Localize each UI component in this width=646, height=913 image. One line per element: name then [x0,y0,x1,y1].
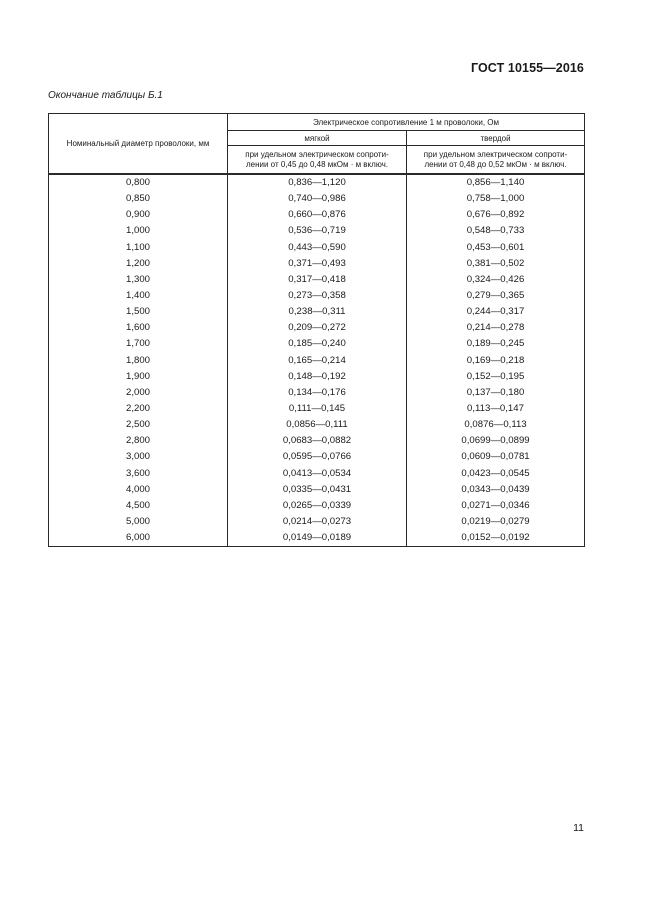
cell-resistance-soft: 0,0335—0,0431 [228,482,407,498]
cell-diameter: 1,600 [49,320,228,336]
cell-diameter: 1,800 [49,353,228,369]
cell-resistance-soft: 0,0856—0,111 [228,417,407,433]
page-number: 11 [573,822,584,834]
cell-resistance-soft: 0,740—0,986 [228,191,407,207]
cell-diameter: 2,200 [49,401,228,417]
cell-resistance-hard: 0,152—0,195 [407,369,585,385]
header-resistance-group: Электрическое сопротивление 1 м проволоки, Ом [228,114,585,131]
cell-resistance-hard: 0,453—0,601 [407,240,585,256]
cell-resistance-hard: 0,758—1,000 [407,191,585,207]
cell-resistance-soft: 0,209—0,272 [228,320,407,336]
cell-resistance-hard: 0,0152—0,0192 [407,530,585,547]
cell-resistance-hard: 0,169—0,218 [407,353,585,369]
table-row [49,174,585,191]
cell-resistance-soft: 0,238—0,311 [228,304,407,320]
cell-resistance-soft: 0,273—0,358 [228,288,407,304]
cell-resistance-hard: 0,676—0,892 [407,207,585,223]
cell-resistance-soft: 0,660—0,876 [228,207,407,223]
cell-diameter: 1,500 [49,304,228,320]
table-row [49,207,585,223]
table-caption: Окончание таблицы Б.1 [48,90,163,101]
cell-resistance-hard: 0,137—0,180 [407,385,585,401]
header-diameter: Номинальный диаметр проволоки, мм [49,114,228,175]
table-row [49,272,585,288]
table-header [49,114,585,175]
cell-resistance-soft: 0,0413—0,0534 [228,466,407,482]
table-row [49,240,585,256]
header-soft-condition: при удельном электрическом сопроти- лении от 0,45 до 0,48 мкОм · м включ. [228,146,407,175]
cell-resistance-hard: 0,189—0,245 [407,336,585,352]
cell-resistance-hard: 0,324—0,426 [407,272,585,288]
cell-resistance-hard: 0,0699—0,0899 [407,433,585,449]
cell-diameter: 6,000 [49,530,228,547]
cell-resistance-hard: 0,0423—0,0545 [407,466,585,482]
cell-resistance-hard: 0,279—0,365 [407,288,585,304]
table-row [49,385,585,401]
document-code: ГОСТ 10155—2016 [470,61,584,75]
table-row [49,369,585,385]
cell-resistance-hard: 0,0876—0,113 [407,417,585,433]
cell-diameter: 4,000 [49,482,228,498]
table-row [49,320,585,336]
cell-diameter: 3,600 [49,466,228,482]
cell-diameter: 2,000 [49,385,228,401]
cell-diameter: 2,800 [49,433,228,449]
table-row [49,498,585,514]
table-row [49,482,585,498]
cell-resistance-soft: 0,0683—0,0882 [228,433,407,449]
table-body [49,174,585,547]
cell-resistance-soft: 0,536—0,719 [228,223,407,239]
cell-diameter: 5,000 [49,514,228,530]
cell-diameter: 1,700 [49,336,228,352]
cell-resistance-hard: 0,0219—0,0279 [407,514,585,530]
cell-resistance-hard: 0,0343—0,0439 [407,482,585,498]
resistance-table [48,113,585,547]
cell-diameter: 2,500 [49,417,228,433]
cell-resistance-soft: 0,134—0,176 [228,385,407,401]
cell-resistance-hard: 0,244—0,317 [407,304,585,320]
cell-diameter: 1,000 [49,223,228,239]
cell-diameter: 4,500 [49,498,228,514]
table-row [49,417,585,433]
cell-resistance-hard: 0,0271—0,0346 [407,498,585,514]
cell-diameter: 1,900 [49,369,228,385]
cell-resistance-soft: 0,0595—0,0766 [228,449,407,465]
table-row [49,223,585,239]
cell-resistance-hard: 0,214—0,278 [407,320,585,336]
cell-resistance-soft: 0,165—0,214 [228,353,407,369]
table-row [49,530,585,547]
table-row [49,353,585,369]
header-hard: твердой [407,131,585,146]
table-row [49,191,585,207]
table-row [49,449,585,465]
cell-resistance-hard: 0,548—0,733 [407,223,585,239]
header-hard-condition: при удельном электрическом сопроти- лении от 0,48 до 0,52 мкОм · м включ. [407,146,585,175]
cell-diameter: 1,400 [49,288,228,304]
cell-diameter: 0,900 [49,207,228,223]
cell-resistance-hard: 0,0609—0,0781 [407,449,585,465]
table-row [49,304,585,320]
cell-resistance-soft: 0,111—0,145 [228,401,407,417]
header-soft: мягкой [228,131,407,146]
cell-diameter: 3,000 [49,449,228,465]
cell-resistance-soft: 0,0149—0,0189 [228,530,407,547]
cell-resistance-soft: 0,0265—0,0339 [228,498,407,514]
table-row [49,256,585,272]
cell-resistance-soft: 0,371—0,493 [228,256,407,272]
table-row [49,433,585,449]
cell-resistance-soft: 0,0214—0,0273 [228,514,407,530]
cell-resistance-hard: 0,381—0,502 [407,256,585,272]
cell-resistance-soft: 0,443—0,590 [228,240,407,256]
cell-resistance-soft: 0,317—0,418 [228,272,407,288]
cell-resistance-hard: 0,856—1,140 [407,174,585,191]
cell-diameter: 1,100 [49,240,228,256]
table-row [49,288,585,304]
table-row [49,466,585,482]
cell-resistance-soft: 0,836—1,120 [228,174,407,191]
table-row [49,514,585,530]
table-row [49,401,585,417]
table-row [49,336,585,352]
cell-diameter: 1,300 [49,272,228,288]
cell-resistance-hard: 0,113—0,147 [407,401,585,417]
cell-diameter: 1,200 [49,256,228,272]
cell-diameter: 0,850 [49,191,228,207]
cell-diameter: 0,800 [49,174,228,191]
cell-resistance-soft: 0,185—0,240 [228,336,407,352]
cell-resistance-soft: 0,148—0,192 [228,369,407,385]
